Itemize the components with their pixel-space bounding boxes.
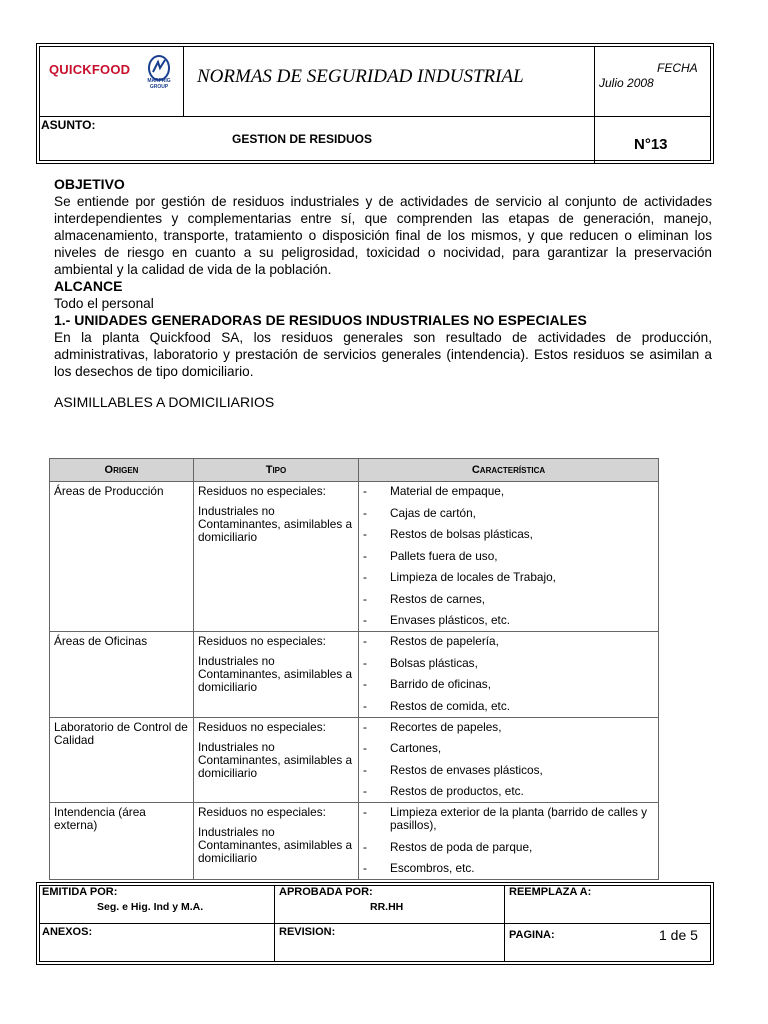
header-caracteristica: Característica <box>359 459 659 482</box>
emitida-label: EMITIDA POR: <box>42 886 118 898</box>
header-divider-fecha <box>594 46 595 163</box>
fecha-value: Julio 2008 <box>599 76 654 90</box>
document-header <box>36 43 714 164</box>
list-item: - Restos de carnes, <box>363 591 486 606</box>
aprobada-label: APROBADA POR: <box>279 886 373 898</box>
document-number: N°13 <box>634 136 668 153</box>
tipo-line-2: Industriales no Contaminantes, asimilables a domiciliario <box>198 504 353 544</box>
header-divider-row <box>39 116 711 117</box>
list-item: - Limpieza exterior de la planta (barrido de calles y pasillos), <box>363 805 648 832</box>
list-item: - Bolsas plásticas, <box>363 655 478 670</box>
residuos-table <box>49 458 659 880</box>
cell-origen: Intendencia (área externa) <box>50 803 194 880</box>
emitida-value: Seg. e Hig. Ind y M.A. <box>97 901 204 913</box>
cell-caracteristica <box>359 482 659 632</box>
cell-origen: Laboratorio de Control de Calidad <box>50 717 194 803</box>
list-item: - Cartones, <box>363 741 442 755</box>
cell-caracteristica <box>359 803 659 880</box>
tipo-line-1: Residuos no especiales: <box>198 719 326 734</box>
document-body <box>54 176 712 411</box>
cell-caracteristica <box>359 717 659 803</box>
pagina-label: PAGINA: <box>509 929 555 941</box>
section1-subtitle: ASIMILLABLES A DOMICILIARIOS <box>54 394 275 410</box>
cell-tipo <box>194 482 359 632</box>
asunto-label: ASUNTO: <box>41 118 96 132</box>
footer-divider-row <box>39 923 711 924</box>
pagina-value: 1 de 5 <box>659 927 698 943</box>
list-item: - Material de empaque, <box>363 484 505 498</box>
list-item: - Cajas de cartón, <box>363 505 476 520</box>
cell-tipo <box>194 717 359 803</box>
header-origen: Origen <box>50 459 194 482</box>
list-item: - Restos de productos, etc. <box>363 784 524 798</box>
company-logo <box>45 50 179 110</box>
tipo-line-2: Industriales no Contaminantes, asimilables a domiciliario <box>198 825 353 865</box>
list-item: - Restos de papelería, <box>363 634 499 648</box>
list-item: - Restos de poda de parque, <box>363 839 533 854</box>
table-row <box>50 482 659 632</box>
table-header-row <box>50 459 659 482</box>
tipo-line-1: Residuos no especiales: <box>198 805 326 819</box>
anexos-label: ANEXOS: <box>42 926 93 938</box>
table-row <box>50 803 659 880</box>
tipo-line-2: Industriales no Contaminantes, asimilables a domiciliario <box>198 654 353 694</box>
section1-text: En la planta Quickfood SA, los residuos generales son resultado de actividades de producción, administrativas, laboratorio y prestación de servicios generales (intendencia). Estos residuos se asimilan a los desechos de tipo domiciliario. <box>54 330 712 379</box>
alcance-text: Todo el personal <box>54 296 154 311</box>
header-divider-logo <box>183 46 184 117</box>
list-item: - Restos de bolsas plásticas, <box>363 527 533 541</box>
cell-caracteristica <box>359 632 659 718</box>
list-item: - Limpieza de locales de Trabajo, <box>363 570 556 584</box>
objetivo-text: Se entiende por gestión de residuos industriales y de actividades de servicio al conjunto de actividades interdependientes y complementarias entre sí, que comprenden las etapas de generación, manejo, almacenamiento, transporte, tratamiento o disposición final de los mismos, y que reducen o eliminan los niveles de riesgo en cuanto a su peligrosidad, toxicidad o nocividad, para garantizar la preservación ambiental y la calidad de vida de la población. <box>54 194 712 277</box>
table-row <box>50 717 659 803</box>
cell-origen: Áreas de Producción <box>50 482 194 632</box>
list-item: - Escombros, etc. <box>363 861 475 875</box>
marfrig-logo-text: MARFRIG GROUP <box>147 78 171 90</box>
objetivo-heading: OBJETIVO <box>54 176 125 192</box>
document-footer <box>36 882 714 965</box>
alcance-heading: ALCANCE <box>54 278 123 294</box>
quickfood-logo: QUICKFOOD <box>49 62 131 77</box>
list-item: - Envases plásticos, etc. <box>363 613 510 627</box>
list-item: - Restos de comida, etc. <box>363 698 510 713</box>
header-tipo: Tipo <box>194 459 359 482</box>
section1-heading: 1.- UNIDADES GENERADORAS DE RESIDUOS INDUSTRIALES NO ESPECIALES <box>54 312 587 328</box>
cell-tipo <box>194 803 359 880</box>
aprobada-value: RR.HH <box>370 901 404 913</box>
revision-label: REVISION: <box>279 926 336 938</box>
table-row <box>50 632 659 718</box>
fecha-label: FECHA <box>657 61 698 75</box>
list-item: - Recortes de papeles, <box>363 719 502 734</box>
asunto-value: GESTION DE RESIDUOS <box>232 132 373 146</box>
document-title: NORMAS DE SEGURIDAD INDUSTRIAL <box>197 66 524 87</box>
reemplaza-label: REEMPLAZA A: <box>509 886 592 898</box>
list-item: - Restos de envases plásticos, <box>363 762 543 777</box>
cell-origen: Áreas de Oficinas <box>50 632 194 718</box>
cell-tipo <box>194 632 359 718</box>
tipo-line-1: Residuos no especiales: <box>198 634 326 648</box>
tipo-line-2: Industriales no Contaminantes, asimilables a domiciliario <box>198 739 353 780</box>
tipo-line-1: Residuos no especiales: <box>198 484 326 498</box>
list-item: - Pallets fuera de uso, <box>363 548 498 563</box>
list-item: - Barrido de oficinas, <box>363 677 491 691</box>
